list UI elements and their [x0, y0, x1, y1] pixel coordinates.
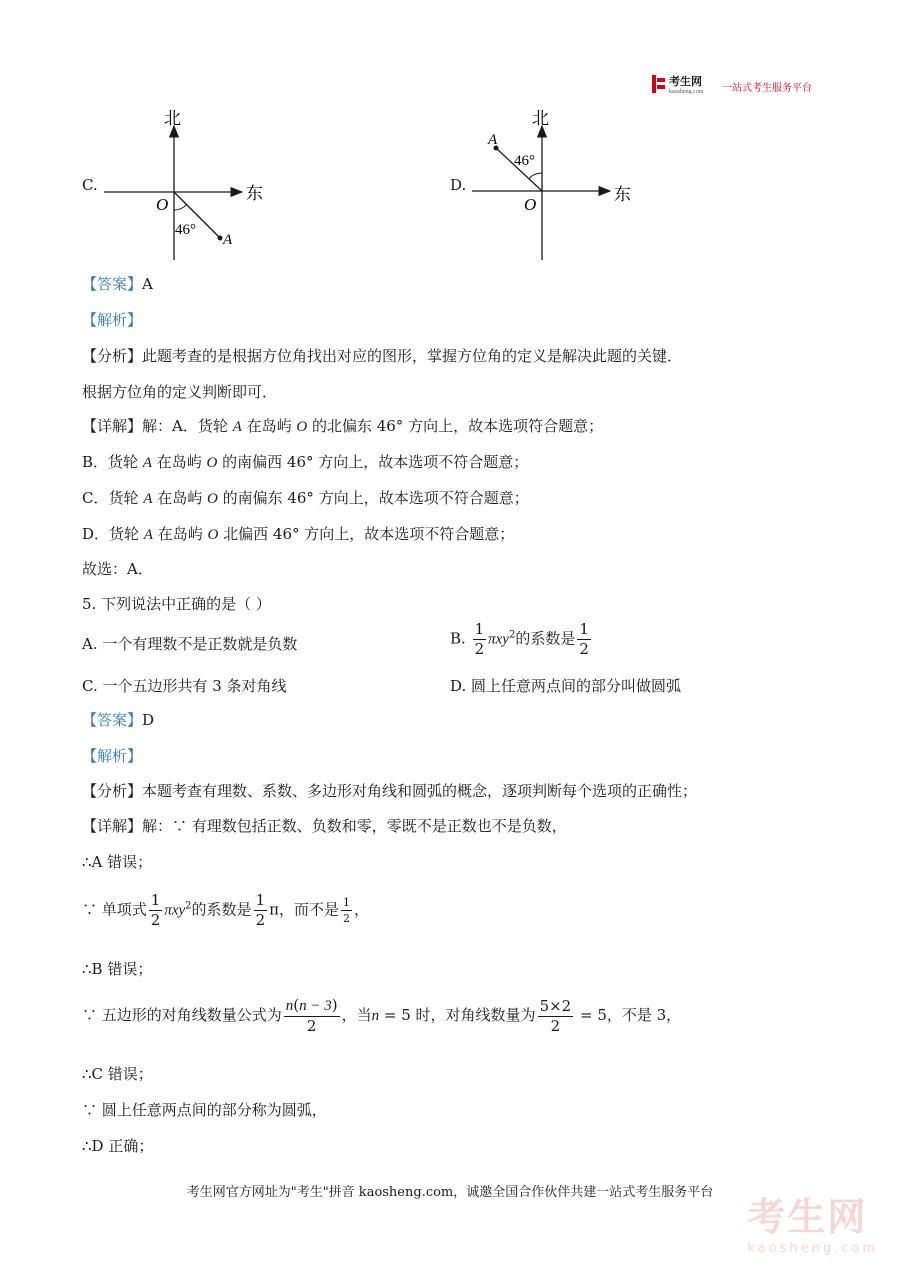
fraction-half: $\frac{1}{2}$: [579, 620, 589, 658]
q4-answer: 【答案】A: [82, 275, 153, 293]
watermark-brand: 考生网: [747, 1195, 868, 1239]
q5-answer: 【答案】D: [82, 711, 155, 729]
q5-b-wrong: ∴B 错误；: [82, 960, 153, 978]
q5-a-wrong: ∴A 错误；: [82, 853, 153, 871]
q5-detail-1: 【详解】解：∵ 有理数包括正数、负数和零，零既不是正数也不是负数，: [82, 817, 567, 835]
watermark-domain: kaosheng.com: [747, 1241, 878, 1256]
figure-d: [470, 104, 640, 264]
origin-label: O: [524, 195, 537, 214]
fraction-half: $\frac{1}{2}$: [474, 620, 485, 658]
q5-c-reason: ∵ 五边形的对角线数量公式为 $\frac{n(n - 3)}{2}$ ，当n = 5 时，对角线数量为 $\frac{5\times 2}{2}$ = 5，不是 3，: [82, 996, 682, 1035]
q5-stem: 5. 下列说法中正确的是（ ）: [82, 595, 271, 613]
figure-c: [100, 104, 270, 264]
q4-detail-c: C．货轮 A 在岛屿 O 的南偏东 46° 方向上，故本选项不符合题意；: [82, 489, 529, 507]
angle-arc: [174, 205, 187, 210]
angle-label: 46°: [514, 153, 535, 169]
east-label: 东: [246, 184, 263, 203]
header-logo: [652, 74, 714, 94]
q4-fenxi: 【分析】此题考查的是根据方位角找出对应的图形，掌握方位角的定义是解决此题的关键．: [82, 347, 683, 365]
north-label: 北: [164, 109, 181, 128]
angle-arc: [529, 173, 542, 179]
q5-b-reason: ∵ 单项式 $\frac{1}{2}$ πxy$^2$的系数是 $\frac{1}{2}$ π，而不是 $\frac{1}{2}$ ，: [82, 891, 369, 929]
q4-detail-d: D．货轮 A 在岛屿 O 北偏西 46° 方向上，故本选项不符合题意；: [82, 525, 515, 543]
q5-option-a: A. 一个有理数不是正数就是负数: [82, 635, 298, 653]
header-domain: kaosheng.com: [669, 89, 704, 94]
q4-detail-a: 【详解】解：A．货轮 A 在岛屿 O 的北偏东 46° 方向上，故本选项符合题意；: [82, 417, 604, 435]
figure-c-label: C.: [82, 176, 98, 194]
point-label: A: [223, 232, 233, 248]
header-brand: 考生网: [669, 76, 702, 88]
header-slogan: 一站式考生服务平台: [722, 83, 812, 94]
q4-detail-b: B．货轮 A 在岛屿 O 的南偏西 46° 方向上，故本选项不符合题意；: [82, 453, 529, 471]
figure-d-label: D.: [450, 176, 467, 194]
q5-option-c: C. 一个五边形共有 3 条对角线: [82, 677, 287, 695]
point-label: A: [488, 132, 498, 148]
watermark: [747, 1186, 878, 1256]
q4-analysis-tag: 【解析】: [82, 311, 143, 329]
q5-option-b: B. $\frac{1}{2}$ πxy$^2$的系数是 $\frac{1}{2}$: [450, 620, 589, 658]
origin-label: O: [156, 195, 169, 214]
north-label: 北: [532, 109, 549, 128]
q5-fenxi: 【分析】本题考查有理数、系数、多边形对角线和圆弧的概念，逐项判断每个选项的正确性；: [82, 782, 698, 800]
q5-d-reason: ∵ 圆上任意两点间的部分称为圆弧，: [82, 1101, 327, 1119]
east-label: 东: [614, 185, 631, 204]
point-a: [218, 236, 223, 241]
q5-option-d: D. 圆上任意两点间的部分叫做圆弧: [450, 677, 682, 695]
brand-logo-icon: [652, 74, 714, 94]
q5-d-right: ∴D 正确；: [82, 1137, 154, 1155]
q5-c-wrong: ∴C 错误；: [82, 1065, 153, 1083]
page-footer: 考生网官方网址为"考生"拼音 kaosheng.com，诚邀全国合作伙伴共建一站式考生服务平台: [186, 1185, 714, 1200]
q4-conclusion: 故选：A．: [82, 560, 153, 578]
q4-fenxi2: 根据方位角的定义判断即可．: [82, 383, 278, 401]
q5-analysis-tag: 【解析】: [82, 747, 143, 765]
angle-label: 46°: [175, 222, 196, 238]
